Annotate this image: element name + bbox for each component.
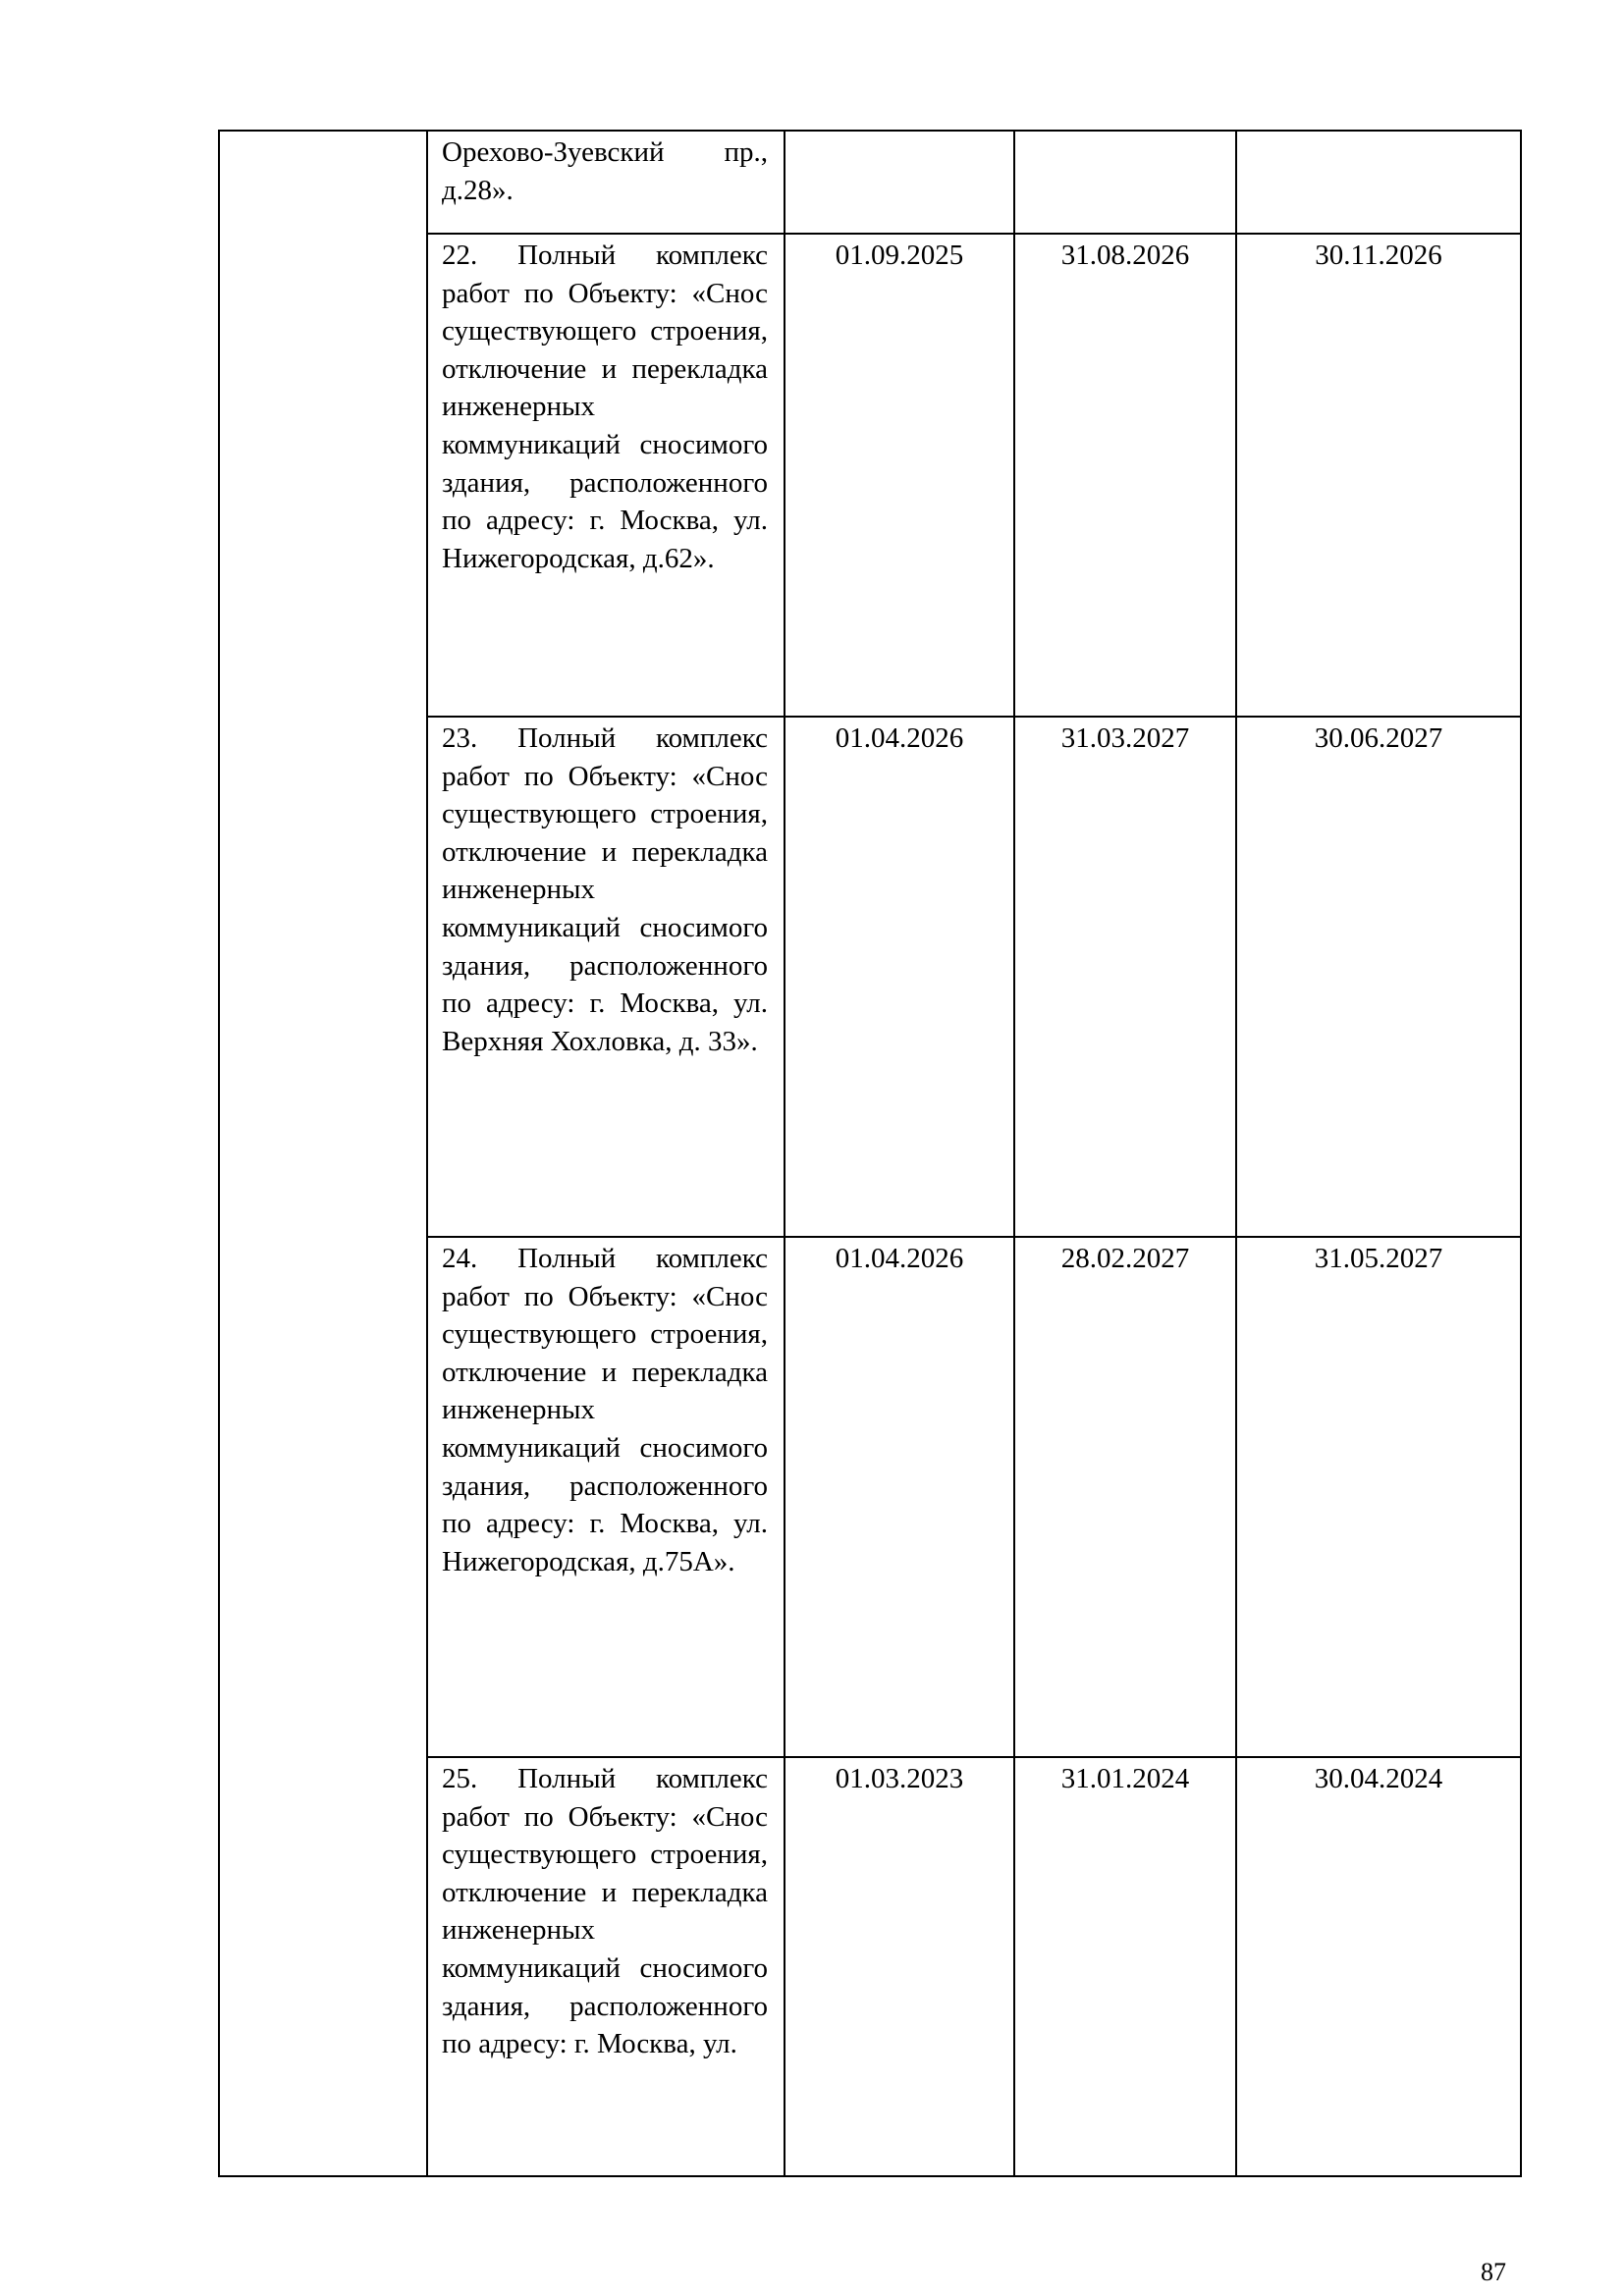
table-row <box>219 131 1521 234</box>
work-description-cell: 24. Полный комплекс работ по Объекту: «Снос существующего строения, отключение и перекладка инженерных коммуникаций сносимого здания, расположенного по адресу: г. Москва, ул. Нижегородская, д.75А». <box>427 1237 785 1757</box>
work-description-cell: 25. Полный комплекс работ по Объекту: «Снос существующего строения, отключение и перекладка инженерных коммуникаций сносимого здания, расположенного по адресу: г. Москва, ул. <box>427 1757 785 2176</box>
end-date-cell: 31.08.2026 <box>1014 234 1236 717</box>
final-date-cell: 30.04.2024 <box>1236 1757 1521 2176</box>
end-date-cell <box>1014 131 1236 234</box>
final-date-cell: 30.11.2026 <box>1236 234 1521 717</box>
final-date-cell: 31.05.2027 <box>1236 1237 1521 1757</box>
final-date-cell <box>1236 131 1521 234</box>
end-date-cell: 31.01.2024 <box>1014 1757 1236 2176</box>
schedule-table <box>218 130 1522 2177</box>
page-number: 87 <box>1481 2258 1506 2286</box>
final-date-cell: 30.06.2027 <box>1236 717 1521 1237</box>
end-date-cell: 31.03.2027 <box>1014 717 1236 1237</box>
start-date-cell: 01.03.2023 <box>785 1757 1014 2176</box>
start-date-cell: 01.04.2026 <box>785 1237 1014 1757</box>
work-description-cell: 22. Полный комплекс работ по Объекту: «Снос существующего строения, отключение и перекладка инженерных коммуникаций сносимого здания, расположенного по адресу: г. Москва, ул. Нижегородская, д.62». <box>427 234 785 717</box>
work-description-cell: 23. Полный комплекс работ по Объекту: «Снос существующего строения, отключение и перекладка инженерных коммуникаций сносимого здания, расположенного по адресу: г. Москва, ул. Верхняя Хохловка, д. 33». <box>427 717 785 1237</box>
end-date-cell: 28.02.2027 <box>1014 1237 1236 1757</box>
merged-first-column <box>219 131 427 2176</box>
start-date-cell: 01.09.2025 <box>785 234 1014 717</box>
start-date-cell <box>785 131 1014 234</box>
start-date-cell: 01.04.2026 <box>785 717 1014 1237</box>
work-description-cell: Орехово-Зуевский пр., д.28». <box>427 131 785 234</box>
